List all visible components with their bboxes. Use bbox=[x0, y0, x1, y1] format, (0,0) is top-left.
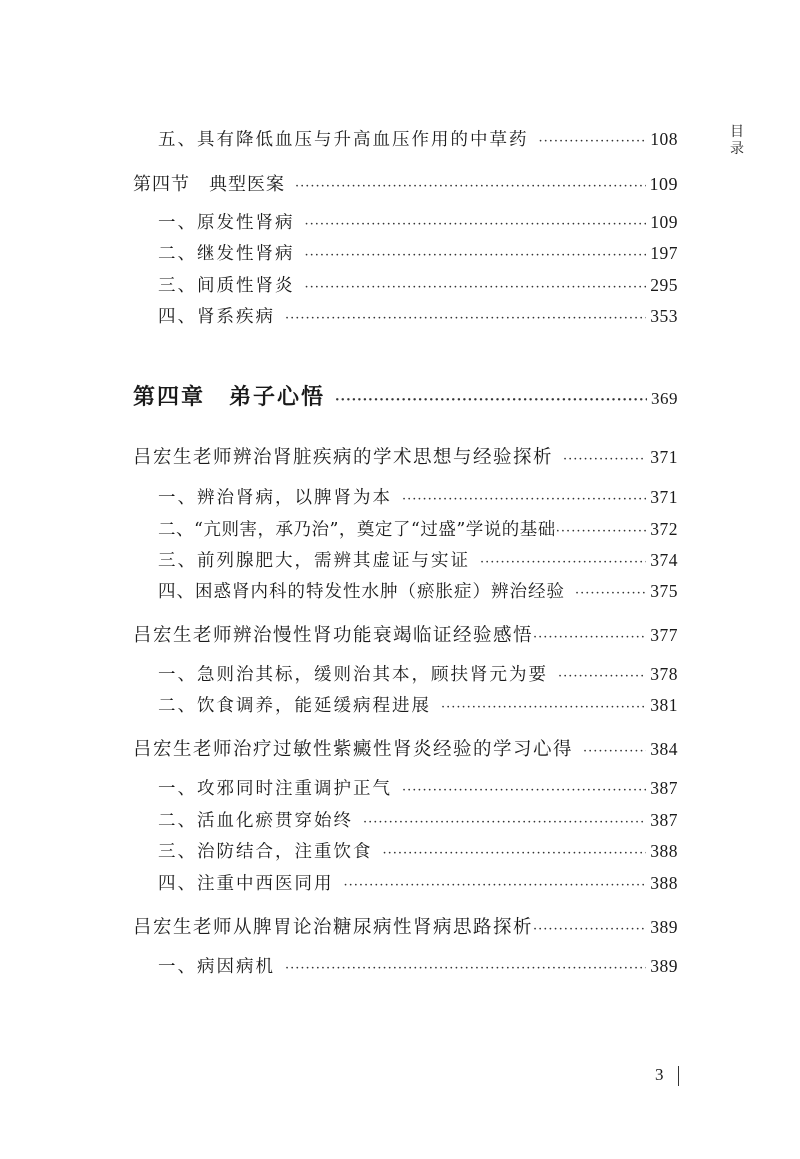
dot-leader bbox=[402, 783, 646, 798]
toc-entry-item[interactable] bbox=[158, 516, 678, 541]
toc-entry-item[interactable] bbox=[158, 870, 678, 895]
toc-entry-page: 389 bbox=[650, 917, 678, 937]
toc-entry-label: 一、辨治肾病，以脾肾为本 bbox=[158, 488, 392, 508]
dot-leader bbox=[363, 815, 646, 830]
toc-entry-article[interactable] bbox=[133, 443, 678, 469]
dot-leader bbox=[480, 555, 646, 570]
toc-entry-item[interactable] bbox=[158, 692, 678, 717]
toc-entry-page: 375 bbox=[650, 581, 678, 601]
toc-entry-page: 108 bbox=[650, 129, 678, 149]
toc-entry-page: 387 bbox=[650, 778, 678, 798]
dot-leader bbox=[285, 961, 646, 976]
dot-leader bbox=[575, 586, 646, 601]
toc-entry-page: 389 bbox=[650, 956, 678, 976]
toc-entry-label: 三、前列腺肥大，需辨其虚证与实证 bbox=[158, 551, 470, 571]
dot-leader bbox=[402, 492, 646, 507]
toc-entry-label: 一、急则治其标，缓则治其本，顾扶肾元为要 bbox=[158, 665, 548, 685]
toc-entry-label: 一、攻邪同时注重调护正气 bbox=[158, 779, 392, 799]
toc-entry-item[interactable] bbox=[158, 661, 678, 686]
dot-leader bbox=[533, 630, 646, 645]
dot-leader bbox=[556, 524, 646, 539]
toc-entry-label: 二、“亢则害，承乃治”，奠定了“过盛”学说的基础 bbox=[158, 520, 556, 540]
toc-entry-page: 353 bbox=[650, 306, 678, 326]
toc-entry-page: 388 bbox=[650, 873, 678, 893]
toc-entry-label: 第四节 典型医案 bbox=[133, 174, 285, 195]
toc-entry-page: 109 bbox=[650, 212, 678, 232]
toc-entry-page: 369 bbox=[651, 389, 678, 408]
dot-leader bbox=[583, 744, 646, 759]
toc-entry-item[interactable] bbox=[158, 578, 678, 603]
toc-entry-label: 四、注重中西医同用 bbox=[158, 874, 334, 894]
toc-entry-label: 二、活血化瘀贯穿始终 bbox=[158, 811, 353, 831]
dot-leader bbox=[305, 248, 647, 263]
toc-entry-item[interactable] bbox=[158, 953, 678, 978]
toc-entry-section[interactable] bbox=[133, 170, 678, 196]
toc-entry-chapter[interactable] bbox=[133, 380, 678, 411]
dot-leader bbox=[383, 846, 647, 861]
toc-entry-item[interactable] bbox=[158, 807, 678, 832]
toc-entry-item[interactable] bbox=[158, 209, 678, 234]
page-number: 3 bbox=[655, 1065, 664, 1084]
toc-entry-label: 一、原发性肾病 bbox=[158, 213, 295, 233]
toc-entry-item[interactable] bbox=[158, 775, 678, 800]
toc-entry-page: 388 bbox=[650, 841, 678, 861]
toc-entry-article[interactable] bbox=[133, 735, 678, 761]
toc-entry-item[interactable] bbox=[158, 126, 678, 151]
toc-entry-page: 377 bbox=[650, 625, 678, 645]
page-number-divider bbox=[678, 1066, 679, 1086]
toc-entry-page: 372 bbox=[650, 519, 678, 539]
toc-entry-page: 109 bbox=[649, 174, 678, 194]
toc-entry-article[interactable] bbox=[133, 621, 678, 647]
toc-entry-label: 五、具有降低血压与升高血压作用的中草药 bbox=[158, 130, 529, 150]
toc-entry-page: 384 bbox=[650, 739, 678, 759]
toc-entry-label: 吕宏生老师治疗过敏性紫癜性肾炎经验的学习心得 bbox=[133, 739, 574, 760]
toc-entry-page: 378 bbox=[650, 664, 678, 684]
toc-entry-page: 371 bbox=[650, 487, 678, 507]
dot-leader bbox=[335, 393, 647, 408]
toc-entry-article[interactable] bbox=[133, 913, 678, 939]
toc-entry-page: 381 bbox=[650, 695, 678, 715]
toc-entry-label: 第四章 弟子心悟 bbox=[133, 384, 326, 410]
toc-entry-label: 吕宏生老师辨治慢性肾功能衰竭临证经验感悟 bbox=[133, 625, 534, 646]
toc-entry-label: 一、病因病机 bbox=[158, 957, 275, 977]
toc-entry-item[interactable] bbox=[158, 547, 678, 572]
dot-leader bbox=[441, 700, 646, 715]
side-label: 目录 bbox=[730, 124, 744, 157]
toc-entry-item[interactable] bbox=[158, 838, 678, 863]
dot-leader bbox=[295, 179, 646, 194]
toc-entry-page: 387 bbox=[650, 810, 678, 830]
toc-entry-label: 二、继发性肾病 bbox=[158, 244, 295, 264]
toc-entry-page: 371 bbox=[650, 447, 678, 467]
toc-entry-item[interactable] bbox=[158, 240, 678, 265]
dot-leader bbox=[539, 134, 647, 149]
toc-entry-page: 197 bbox=[650, 243, 678, 263]
toc-entry-label: 三、治防结合，注重饮食 bbox=[158, 842, 373, 862]
dot-leader bbox=[305, 280, 647, 295]
toc-entry-item[interactable] bbox=[158, 272, 678, 297]
toc-entry-label: 三、间质性肾炎 bbox=[158, 276, 295, 296]
dot-leader bbox=[558, 669, 646, 684]
dot-leader bbox=[285, 311, 646, 326]
toc-entry-label: 吕宏生老师辨治肾脏疾病的学术思想与经验探析 bbox=[133, 447, 554, 468]
toc-entry-label: 二、饮食调养，能延缓病程进展 bbox=[158, 696, 431, 716]
toc-entry-label: 四、肾系疾病 bbox=[158, 307, 275, 327]
dot-leader bbox=[305, 217, 647, 232]
toc-entry-label: 四、困惑肾内科的特发性水肿（瘀胀症）辨治经验 bbox=[158, 582, 565, 602]
dot-leader bbox=[533, 922, 646, 937]
toc-entry-item[interactable] bbox=[158, 303, 678, 328]
dot-leader bbox=[563, 452, 646, 467]
toc-entry-item[interactable] bbox=[158, 484, 678, 509]
toc-entry-page: 374 bbox=[650, 550, 678, 570]
dot-leader bbox=[344, 878, 647, 893]
toc-entry-page: 295 bbox=[650, 275, 678, 295]
toc-entry-label: 吕宏生老师从脾胃论治糖尿病性肾病思路探析 bbox=[133, 917, 534, 938]
